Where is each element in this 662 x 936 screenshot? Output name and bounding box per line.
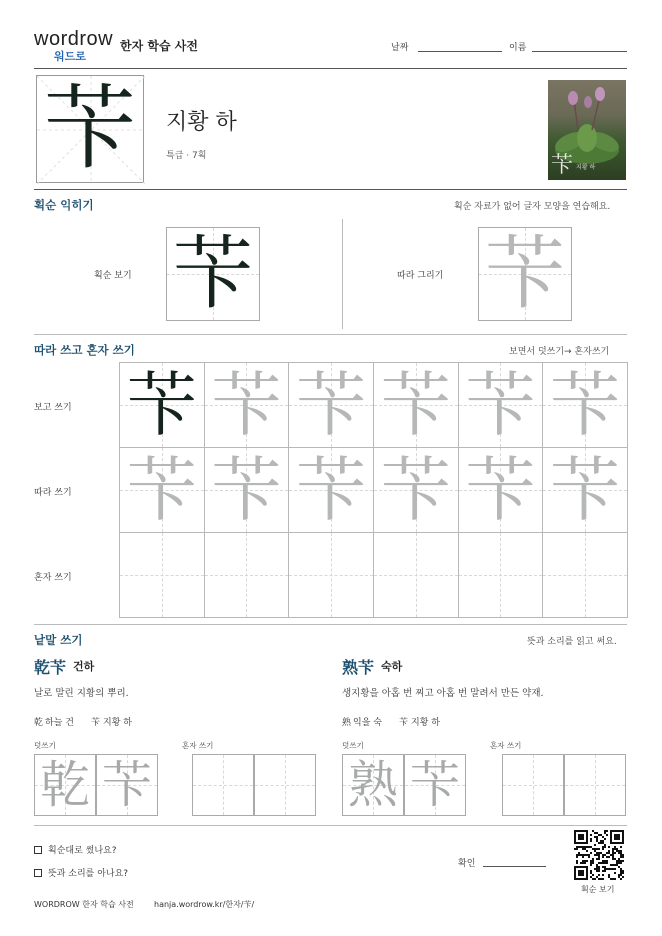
stroke-trace-hanja: 苄 bbox=[485, 227, 565, 320]
confirm-field[interactable] bbox=[483, 866, 546, 867]
word-1-trace-label: 덧쓰기 bbox=[34, 741, 56, 750]
word-2-trace-glyph-2: 苄 bbox=[410, 756, 460, 814]
word-2-self-label: 혼자 쓰기 bbox=[490, 741, 522, 750]
word-2-reading: 숙하 bbox=[381, 660, 403, 673]
check-2-box[interactable] bbox=[34, 869, 42, 877]
practice-cell[interactable] bbox=[373, 362, 459, 448]
word-1-self-label: 혼자 쓰기 bbox=[182, 741, 214, 750]
practice-cell[interactable] bbox=[373, 447, 459, 533]
word-1-self-box-1[interactable] bbox=[192, 754, 254, 816]
main-hanja: 苄 bbox=[43, 75, 136, 182]
check-2[interactable] bbox=[34, 866, 128, 879]
practice-cell[interactable] bbox=[458, 447, 544, 533]
practice-cell[interactable] bbox=[288, 532, 374, 618]
word-1-trace-glyph-2: 苄 bbox=[102, 756, 152, 814]
practice-cell[interactable] bbox=[204, 362, 290, 448]
word-2-trace-glyph-1: 熟 bbox=[348, 756, 398, 814]
word-1-trace-box-2[interactable] bbox=[96, 754, 158, 816]
header-title: 한자 학습 사전 bbox=[120, 39, 198, 53]
stroke-section-note: 획순 자료가 없어 글자 모양을 연습해요. bbox=[454, 202, 611, 212]
word-1-reading: 건하 bbox=[73, 660, 95, 673]
stroke-view-box bbox=[166, 227, 260, 321]
practice-cell[interactable] bbox=[458, 362, 544, 448]
practice-glyph: 苄 bbox=[211, 449, 282, 531]
main-hanja-box bbox=[36, 75, 144, 183]
practice-section-note: 보면서 덧쓰기→ 혼자쓰기 bbox=[509, 347, 610, 357]
words-section-note: 뜻과 소리를 읽고 써요. bbox=[527, 637, 617, 647]
word-2-hanja: 熟苄 bbox=[342, 658, 375, 677]
practice-glyph: 苄 bbox=[465, 364, 536, 446]
plant-image bbox=[548, 80, 626, 180]
word-1-trace-glyph-1: 乾 bbox=[40, 756, 90, 814]
check-1-box[interactable] bbox=[34, 846, 42, 854]
practice-glyph: 苄 bbox=[211, 364, 282, 446]
hanja-grade: 특급 · 7획 bbox=[166, 151, 207, 161]
practice-glyph: 苄 bbox=[465, 449, 536, 531]
practice-cell[interactable] bbox=[288, 362, 374, 448]
word-1-hanja: 乾苄 bbox=[34, 658, 67, 677]
word-2-char2: 苄 bbox=[399, 718, 409, 728]
stroke-section-title: 획순 익히기 bbox=[34, 198, 94, 212]
word-2-self-box-1[interactable] bbox=[502, 754, 564, 816]
qr-label: 획순 보기 bbox=[581, 885, 615, 894]
practice-glyph: 苄 bbox=[380, 364, 451, 446]
logo-text: wordrow bbox=[34, 28, 114, 50]
name-field[interactable] bbox=[532, 51, 627, 52]
practice-cell[interactable] bbox=[288, 447, 374, 533]
check-1[interactable] bbox=[34, 843, 117, 856]
footer-url[interactable]: hanja.wordrow.kr/한자/苄/ bbox=[154, 900, 255, 909]
word-1-meaning: 날로 말린 지황의 뿌리. bbox=[34, 688, 129, 699]
words-section-divider bbox=[34, 825, 627, 826]
stroke-view-label: 획순 보기 bbox=[94, 271, 132, 281]
word-1-char1: 乾 bbox=[34, 718, 44, 728]
plant-image-hanja: 苄 bbox=[551, 153, 574, 178]
practice-cell[interactable] bbox=[119, 447, 205, 533]
plant-image-caption: 지황 하 bbox=[576, 164, 596, 171]
practice-grid bbox=[119, 362, 627, 617]
practice-glyph: 苄 bbox=[296, 364, 367, 446]
practice-cell[interactable] bbox=[119, 532, 205, 618]
word-1-self-box-2[interactable] bbox=[254, 754, 316, 816]
practice-cell[interactable] bbox=[458, 532, 544, 618]
stroke-section-vdivider bbox=[342, 219, 343, 329]
practice-cell[interactable] bbox=[373, 532, 459, 618]
word-2-trace-box-1[interactable] bbox=[342, 754, 404, 816]
word-1-trace-box-1[interactable] bbox=[34, 754, 96, 816]
logo bbox=[34, 28, 114, 64]
confirm-label: 확인 bbox=[458, 859, 476, 869]
practice-cell[interactable] bbox=[542, 362, 628, 448]
practice-row-label-3: 혼자 쓰기 bbox=[34, 573, 72, 583]
hero-divider bbox=[34, 189, 627, 190]
practice-glyph: 苄 bbox=[126, 449, 197, 531]
practice-cell[interactable] bbox=[542, 532, 628, 618]
practice-glyph: 苄 bbox=[296, 449, 367, 531]
practice-glyph: 苄 bbox=[380, 449, 451, 531]
date-field[interactable] bbox=[418, 51, 502, 52]
footer-brand: WORDROW 한자 학습 사전 bbox=[34, 900, 134, 909]
practice-cell[interactable] bbox=[542, 447, 628, 533]
practice-glyph: 苄 bbox=[126, 364, 197, 446]
practice-cell[interactable] bbox=[204, 447, 290, 533]
stroke-trace-label: 따라 그리기 bbox=[397, 271, 444, 281]
stroke-view-hanja: 苄 bbox=[173, 227, 253, 320]
header-divider bbox=[34, 68, 627, 69]
word-2-self-box-2[interactable] bbox=[564, 754, 626, 816]
word-2-trace-box-2[interactable] bbox=[404, 754, 466, 816]
word-2-char1-gloss: 익을 숙 bbox=[353, 718, 382, 728]
words-section-title: 낱말 쓰기 bbox=[34, 633, 83, 647]
stroke-section-divider bbox=[34, 334, 627, 335]
practice-cell[interactable] bbox=[204, 532, 290, 618]
word-2-trace-label: 덧쓰기 bbox=[342, 741, 364, 750]
logo-korean: 워드로 bbox=[54, 50, 86, 63]
practice-section-divider bbox=[34, 624, 627, 625]
word-1-char2-gloss: 지황 하 bbox=[103, 718, 132, 728]
word-1-char1-gloss: 하늘 건 bbox=[45, 718, 74, 728]
check-1-label: 획순대로 썼나요? bbox=[48, 846, 117, 856]
word-2-char2-gloss: 지황 하 bbox=[411, 718, 440, 728]
practice-row-label-1: 보고 쓰기 bbox=[34, 403, 72, 413]
practice-glyph: 苄 bbox=[550, 364, 621, 446]
practice-cell[interactable] bbox=[119, 362, 205, 448]
check-2-label: 뜻과 소리를 아나요? bbox=[48, 869, 129, 879]
word-2-char1: 熟 bbox=[342, 718, 352, 728]
date-label: 날짜 bbox=[391, 43, 409, 53]
name-label: 이름 bbox=[509, 43, 527, 53]
stroke-trace-box[interactable] bbox=[478, 227, 572, 321]
word-2-meaning: 생지황을 아홉 번 찌고 아홉 번 말려서 만든 약재. bbox=[342, 688, 544, 699]
qr-code[interactable] bbox=[574, 830, 624, 880]
word-1-char2: 苄 bbox=[91, 718, 101, 728]
practice-row-label-2: 따라 쓰기 bbox=[34, 488, 72, 498]
practice-glyph: 苄 bbox=[550, 449, 621, 531]
hanja-meaning: 지황 하 bbox=[166, 110, 237, 135]
practice-section-title: 따라 쓰고 혼자 쓰기 bbox=[34, 343, 135, 357]
